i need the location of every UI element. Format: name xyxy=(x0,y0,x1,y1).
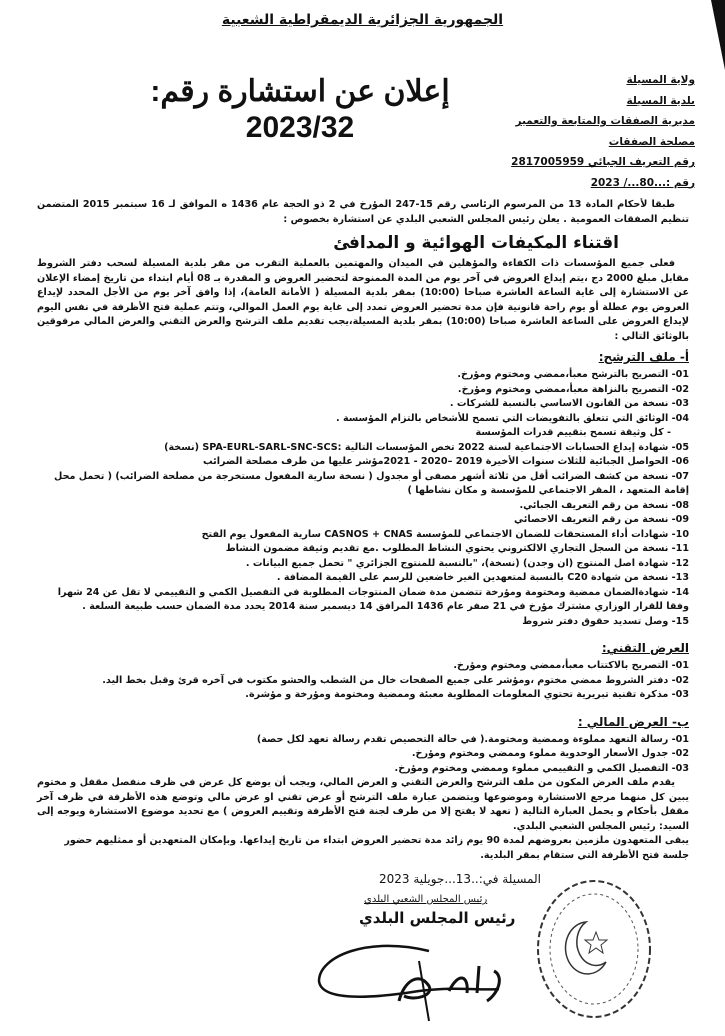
handwritten-signature-icon xyxy=(309,931,509,1031)
list-item: 03- مذكرة تقنية تبريرية تحتوي المعلومات المطلوبة معبئة وممضية ومختومة ومؤرخة و مؤشرة. xyxy=(245,689,689,700)
closing-paragraph: يبقى المتعهدون ملزمين بعروضهم لمدة 90 يوم زائد مدة تحضير العروض ابتداء من تاريخ إيداعها. وبإمكان المتعهدين أو ممثليهم حضور جلسة فتح الأظرفة التي ستقام بمقر البلدية. xyxy=(64,835,689,861)
list-item: 08- نسخة من رقم التعريف الجبائي. xyxy=(519,499,689,511)
financial-heading: ب- العرض المالي : xyxy=(577,714,689,729)
issuer-line: بلدية المسيلة xyxy=(626,94,695,107)
list-item: 05- شهادة إيداع الحسابات الاجتماعية لسنة 2022 تخص المؤسسات التالية :SPA-EURL-SARL-SNC-SCS (نسخة) xyxy=(164,441,689,453)
signatory-title: رئيس المجلس الشعبي البلدي xyxy=(364,894,488,905)
list-item: 15- وصل تسديد حقوق دفتر شروط xyxy=(522,615,689,627)
candidacy-heading: أ- ملف الترشح: xyxy=(598,350,689,364)
financial-list xyxy=(37,733,689,777)
list-item: 01- التصريح بالاكتتاب معبأ،ممضي ومختوم ومؤرخ. xyxy=(453,660,689,671)
list-item: 10- شهادات أداء المستحقات للضمان الاجتماعي للمؤسسة CASNOS + CNAS سارية المفعول يوم الفتح xyxy=(201,528,689,540)
list-item: 01- التصريح بالترشح معبأ،ممضي ومختوم ومؤرخ. xyxy=(457,369,689,380)
signatory-stamp-title: رئيس المجلس البلدي xyxy=(359,909,516,927)
document-body xyxy=(37,198,689,1036)
signing-date: المسيلة في:..13...جويلية 2023 xyxy=(379,872,541,886)
list-item: 02- دفتر الشروط ممضي مختوم ،ومؤشر على جميع الصفحات خال من الشطب والحشو مكتوب في آخره قرئ وقبل بخط اليد. xyxy=(102,674,689,686)
list-item: 11- نسخة من السجل التجاري الالكتروني يحتوي النشاط المطلوب .مع تقديم وثيقة مضمون النشاط xyxy=(225,543,689,554)
list-item: 07- نسخة من كشف الضرائب أقل من ثلاثة أشهر مصفى أو مجدول ( نسخة سارية المفعول مستخرجة من مصلحة الضرائب) ( تحمل محل إقامة المتعهد ، المقر الاجتماعي للمؤسسة و مكان نشاطها ) xyxy=(54,470,689,496)
list-item: - كل وثيقة تسمح بتقييم قدرات المؤسسة xyxy=(475,427,671,438)
issuer-line: ولاية المسيلة xyxy=(626,74,695,86)
list-item: 03- التفصيل الكمي و التقييمي مملوء وممضي ومختوم ومؤرخ. xyxy=(394,762,689,774)
technical-heading: العرض التقني: xyxy=(601,641,689,655)
tax-id: رقم التعريف الجبائي 2817005959 xyxy=(511,156,695,168)
list-item: 09- نسخة من رقم التعريف الاحصائي xyxy=(514,514,689,525)
closing-paragraph: يقدم ملف العرض المكون من ملف الترشح والعرض التقني و العرض المالي، ويجب أن يوضع كل عرض في ظرف منفصل مقفل و مختوم يبين كل منهما مرجع الاستشارة وموضوعها ويتضمن عبارة ملف الترشح أو عرض تقني او عرض مالي وتوضع هذه الأظرفة في ظرف آخر مقفل بأحكام و يحمل العبارة التالية ( تعهد لا يفتح إلا من طرف لجنة فتح الأظرفة وتقييم العروض ) مع تحديد موضوع الاستشارة ويوجه إلى السيد: رئيس المجلس الشعبي البلدي. xyxy=(37,777,689,832)
list-item: 06- الحواصل الجبائية للثلاث سنوات الأخيرة 2019 –2020 - 2021مؤشر عليها من طرف مصلحة الضرائب xyxy=(203,456,689,467)
list-item: 01- رسالة التعهد مملوءة وممضية ومختومة.( في حالة التحصيص تقدم رسالة تعهد لكل حصة) xyxy=(256,733,689,745)
list-item: 12- شهادة اصل المنتوج (ان وجدن) (نسخة)، "بالنسبة للمنتوج الجزائري " تحمل جميع البيانات . xyxy=(245,557,689,569)
scan-shadow xyxy=(711,0,725,70)
candidacy-list xyxy=(37,368,689,629)
issuer-line: مديرية الصفقات والمتابعة والتعمير xyxy=(515,115,695,127)
list-item: 04- الوثائق التي تتعلق بالتفويضات التي تسمح للأشخاص بالتزام المؤسسة . xyxy=(335,412,689,424)
reference-number: رقم :...80.../ 2023 xyxy=(590,176,695,189)
list-item: 03- نسخة من القانون الاساسي بالنسبة للشركات . xyxy=(449,398,689,409)
list-item: 02- التصريح بالنزاهة معبأ،ممضي ومختوم ومؤرخ. xyxy=(457,383,689,395)
republic-header: الجمهورية الجزائرية الديمقراطية الشعبية xyxy=(221,12,504,28)
conditions-paragraph: فعلى جميع المؤسسات ذات الكفاءة والمؤهلين في الميدان والمهتمين بالعملية التقرب من مقر بلدية المسيلة لسحب دفتر الشروط مقابل مبلغ 2000 دج ،يتم إيداع العروض في آخر يوم من المدة الممنوحة لتحضير العروض و المقدرة بـ 08 أيام ابتداء من تاريخ إمضاء الإعلان عن الاستشارة إلى غاية الساعة العاشرة صباحا (10:00) بمقر بلدية المسيلة ( الأمانة العامة)، إذا وافق آخر يوم من الأجل المحدد لإيداع العروض يوم عطلة أو يوم راحة قانونية فإن مدة تحضير العروض تمدد إلى غاية يوم العمل الموالي، وتتم عملية فتح الأظرفة في نفس اليوم لإيداع العروض على الساعة العاشرة صباحا (10:00) بمقر بلدية المسيلة،يجب تقديم ملف الترشح والعرض التقني والعرض المالي مرفوقين بالوثائق التالي : xyxy=(37,258,689,342)
list-item: 13- نسخة من شهادة C20 بالنسبة لمتعهدين الغير خاضعين للرسم على القيمة المضافة . xyxy=(276,572,689,583)
technical-list xyxy=(37,659,689,703)
page-title: إعلان عن استشارة رقم: 2023/32 xyxy=(150,75,450,144)
subject-heading: اقتناء المكيفات الهوائية و المدافئ xyxy=(333,233,619,253)
signature-block xyxy=(309,871,689,1036)
official-stamp-icon xyxy=(534,877,664,1027)
list-item: 02- جدول الأسعار الوحدوية مملوء وممضي ومختوم ومؤرخ. xyxy=(411,748,689,759)
issuer-line: مصلحة الصفقات xyxy=(608,135,695,148)
intro-paragraph: طبقا لأحكام المادة 13 من المرسوم الرئاسي رقم 15-247 المؤرخ في 2 ذو الحجة عام 1436 ه الموافق لـ 16 سبتمبر 2015 المتضمن تنظيم الصفقات العمومية . يعلن رئيس المجلس الشعبي البلدي عن استشارة بخصوص : xyxy=(37,199,689,225)
list-item: 14- شهادةالضمان ممضية ومختومة ومؤرخة تتضمن مدة ضمان المنتوجات المطلوبة في التفصيل الكمي و التقييمي لا تقل عن 24 شهرا وفقا للقرار الوزاري مشترك مؤرخ في 21 صفر عام 1436 المرافق 14 ديسمبر سنة 2014 يحدد مدة الضمان حسب طبيعة السلعة . xyxy=(57,586,689,612)
issuer-block xyxy=(475,70,695,193)
